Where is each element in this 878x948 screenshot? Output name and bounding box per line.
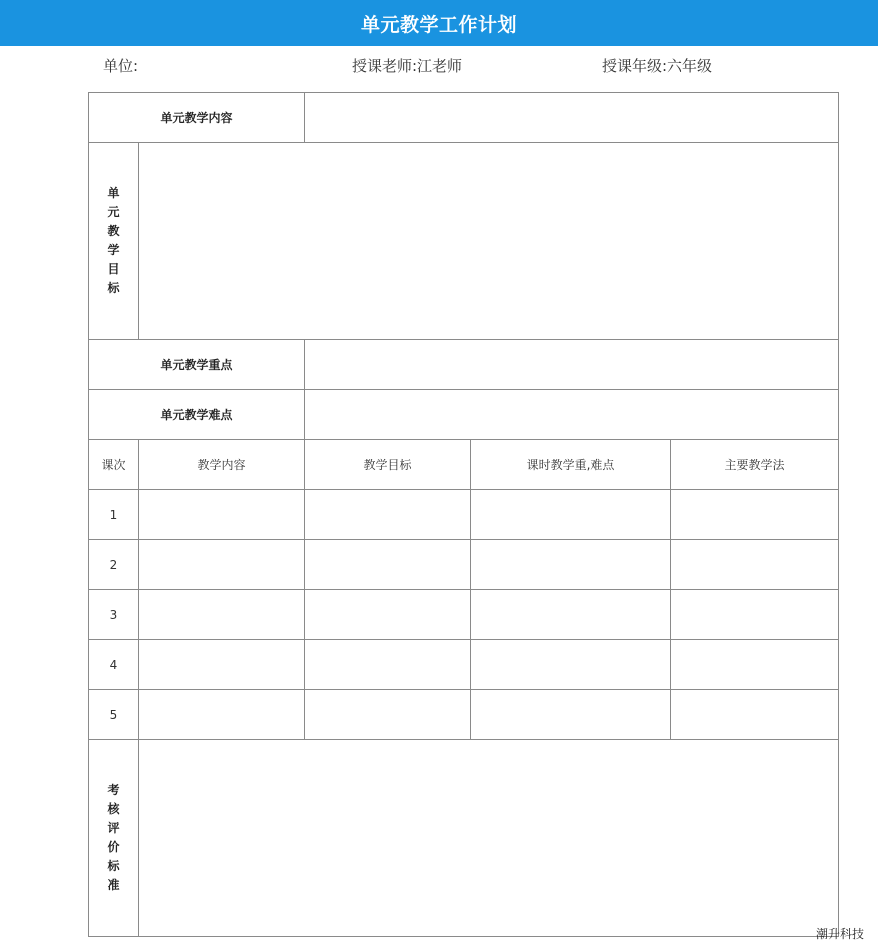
lesson-row xyxy=(89,590,839,640)
lesson-row xyxy=(89,690,839,740)
goals-cell[interactable] xyxy=(139,143,839,340)
lesson-row xyxy=(89,540,839,590)
lesson-number: 1 xyxy=(89,490,139,540)
key-points-row xyxy=(89,340,839,390)
lesson-difficulties-cell[interactable] xyxy=(471,640,671,690)
difficulties-label: 单元教学难点 xyxy=(89,390,305,440)
assessment-label-cell xyxy=(89,740,139,937)
lesson-difficulties-cell[interactable] xyxy=(471,590,671,640)
lesson-methods-cell[interactable] xyxy=(671,490,839,540)
lesson-difficulties-cell[interactable] xyxy=(471,490,671,540)
header-key-difficulties: 课时教学重,难点 xyxy=(471,440,671,490)
lesson-row xyxy=(89,490,839,540)
lesson-row xyxy=(89,640,839,690)
lesson-number: 4 xyxy=(89,640,139,690)
lesson-methods-cell[interactable] xyxy=(671,590,839,640)
lesson-goals-cell[interactable] xyxy=(305,490,471,540)
assessment-cell[interactable] xyxy=(139,740,839,937)
header-bar xyxy=(0,0,878,46)
assessment-row xyxy=(89,740,839,937)
content-row xyxy=(89,93,839,143)
header-lesson-number: 课次 xyxy=(89,440,139,490)
brand-watermark: 潮升科技 xyxy=(815,927,864,941)
plan-table xyxy=(88,92,839,937)
lesson-goals-cell[interactable] xyxy=(305,640,471,690)
header-teaching-goals: 教学目标 xyxy=(305,440,471,490)
goals-label-cell xyxy=(89,143,139,340)
lesson-header-row xyxy=(89,440,839,490)
page-title: 单元教学工作计划 xyxy=(360,13,517,36)
lesson-methods-cell[interactable] xyxy=(671,690,839,740)
lesson-methods-cell[interactable] xyxy=(671,540,839,590)
goals-row xyxy=(89,143,839,340)
header-teaching-methods: 主要教学法 xyxy=(671,440,839,490)
difficulties-cell[interactable] xyxy=(305,390,839,440)
lesson-goals-cell[interactable] xyxy=(305,540,471,590)
content-label: 单元教学内容 xyxy=(89,93,305,143)
lesson-content-cell[interactable] xyxy=(139,540,305,590)
assessment-label: 考核评价标准 xyxy=(107,783,120,892)
header-teaching-content: 教学内容 xyxy=(139,440,305,490)
key-points-cell[interactable] xyxy=(305,340,839,390)
key-points-label: 单元教学重点 xyxy=(89,340,305,390)
difficulties-row xyxy=(89,390,839,440)
grade-field: 授课年级:六年级 xyxy=(602,57,713,75)
unit-field: 单位: xyxy=(103,57,139,75)
content-cell[interactable] xyxy=(305,93,839,143)
lesson-difficulties-cell[interactable] xyxy=(471,690,671,740)
lesson-goals-cell[interactable] xyxy=(305,690,471,740)
goals-label: 单元教学目标 xyxy=(107,186,120,295)
lesson-content-cell[interactable] xyxy=(139,640,305,690)
lesson-goals-cell[interactable] xyxy=(305,590,471,640)
lesson-number: 2 xyxy=(89,540,139,590)
lesson-content-cell[interactable] xyxy=(139,590,305,640)
teacher-field: 授课老师:江老师 xyxy=(352,57,463,75)
lesson-methods-cell[interactable] xyxy=(671,640,839,690)
lesson-difficulties-cell[interactable] xyxy=(471,540,671,590)
lesson-number: 5 xyxy=(89,690,139,740)
lesson-content-cell[interactable] xyxy=(139,690,305,740)
lesson-content-cell[interactable] xyxy=(139,490,305,540)
lesson-number: 3 xyxy=(89,590,139,640)
